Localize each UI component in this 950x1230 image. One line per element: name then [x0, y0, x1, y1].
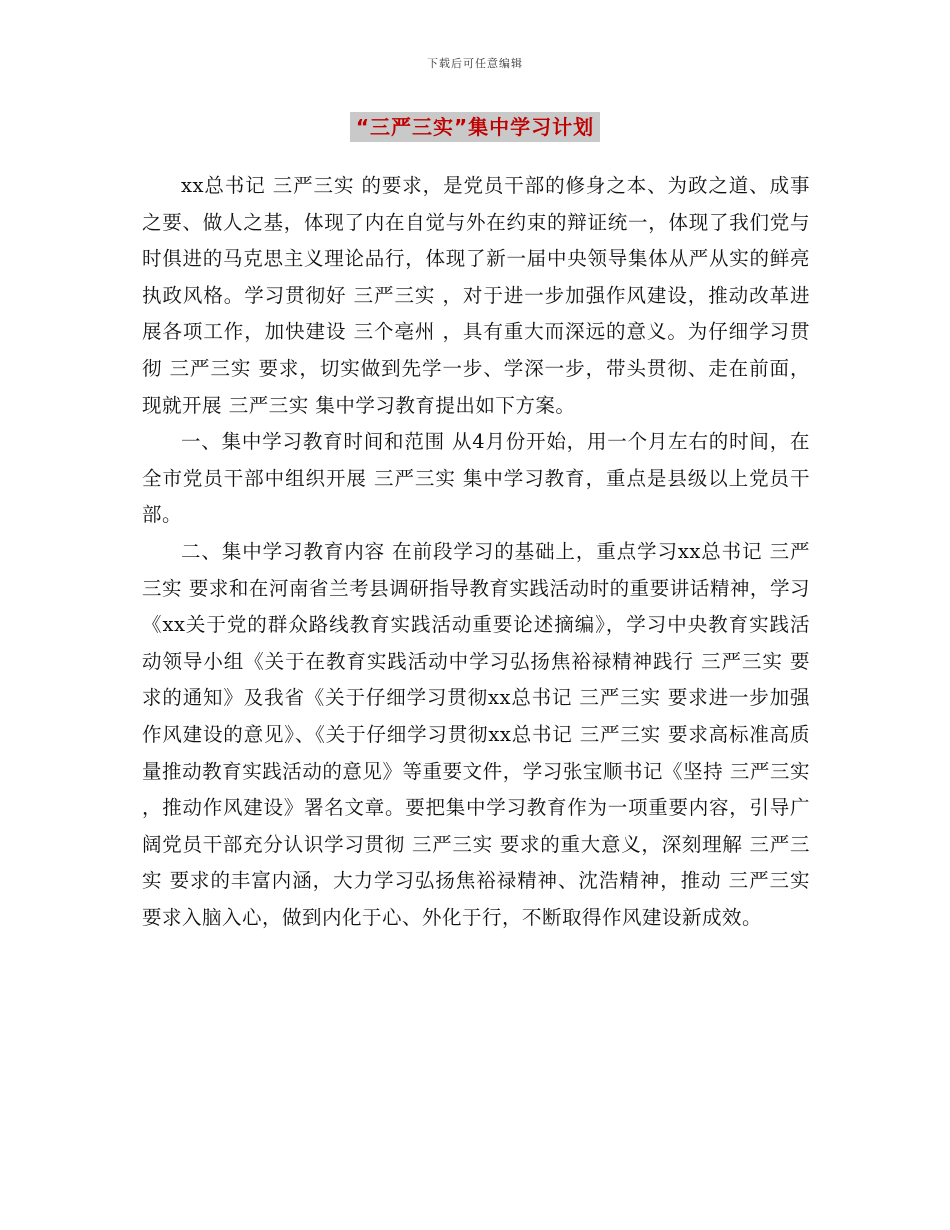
header-note: 下载后可任意编辑 [427, 57, 523, 70]
document-body [142, 168, 810, 936]
paragraph-section-2: 二、集中学习教育内容 在前段学习的基础上，重点学习xx总书记 三严三实 要求和在河南省兰考县调研指导教育实践活动时的重要讲话精神，学习《xx关于党的群众路线教育实践活动重要论述摘编》，学习中央教育实践活动领导小组《关于在教育实践活动中学习弘扬焦裕禄精神践行 三严三实 要求的通知》及我省《关于仔细学习贯彻xx总书记 三严三实 要求进一步加强作风建设的意见》、《关于仔细学习贯彻xx总书记 三严三实 要求高标准高质量推动教育实践活动的意见》等重要文件，学习张宝顺书记《坚持 三严三实 ，推动作风建设》署名文章。要把集中学习教育作为一项重要内容，引导广阔党员干部充分认识学习贯彻 三严三实 要求的重大意义，深刻理解 三严三实 要求的丰富内涵，大力学习弘扬焦裕禄精神、沈浩精神，推动 三严三实 要求入脑入心，做到内化于心、外化于行，不断取得作风建设新成效。 [142, 539, 810, 929]
paragraph-intro: xx总书记 三严三实 的要求，是党员干部的修身之本、为政之道、成事之要、做人之基，体现了内在自觉与外在约束的辩证统一，体现了我们党与时俱进的马克思主义理论品行，体现了新一届中央领导集体从严从实的鲜亮执政风格。学习贯彻好 三严三实 ，对于进一步加强作风建设，推动改革进展各项工作，加快建设 三个亳州 ，具有重大而深远的意义。为仔细学习贯彻 三严三实 要求，切实做到先学一步、学深一步，带头贯彻、走在前面，现就开展 三严三实 集中学习教育提出如下方案。 [142, 174, 810, 417]
paragraph-section-1: 一、集中学习教育时间和范围 从4月份开始，用一个月左右的时间，在全市党员干部中组织开展 三严三实 集中学习教育，重点是县级以上党员干部。 [142, 430, 810, 527]
title-container [0, 112, 950, 142]
document-title: “三严三实”集中学习计划 [350, 112, 600, 142]
